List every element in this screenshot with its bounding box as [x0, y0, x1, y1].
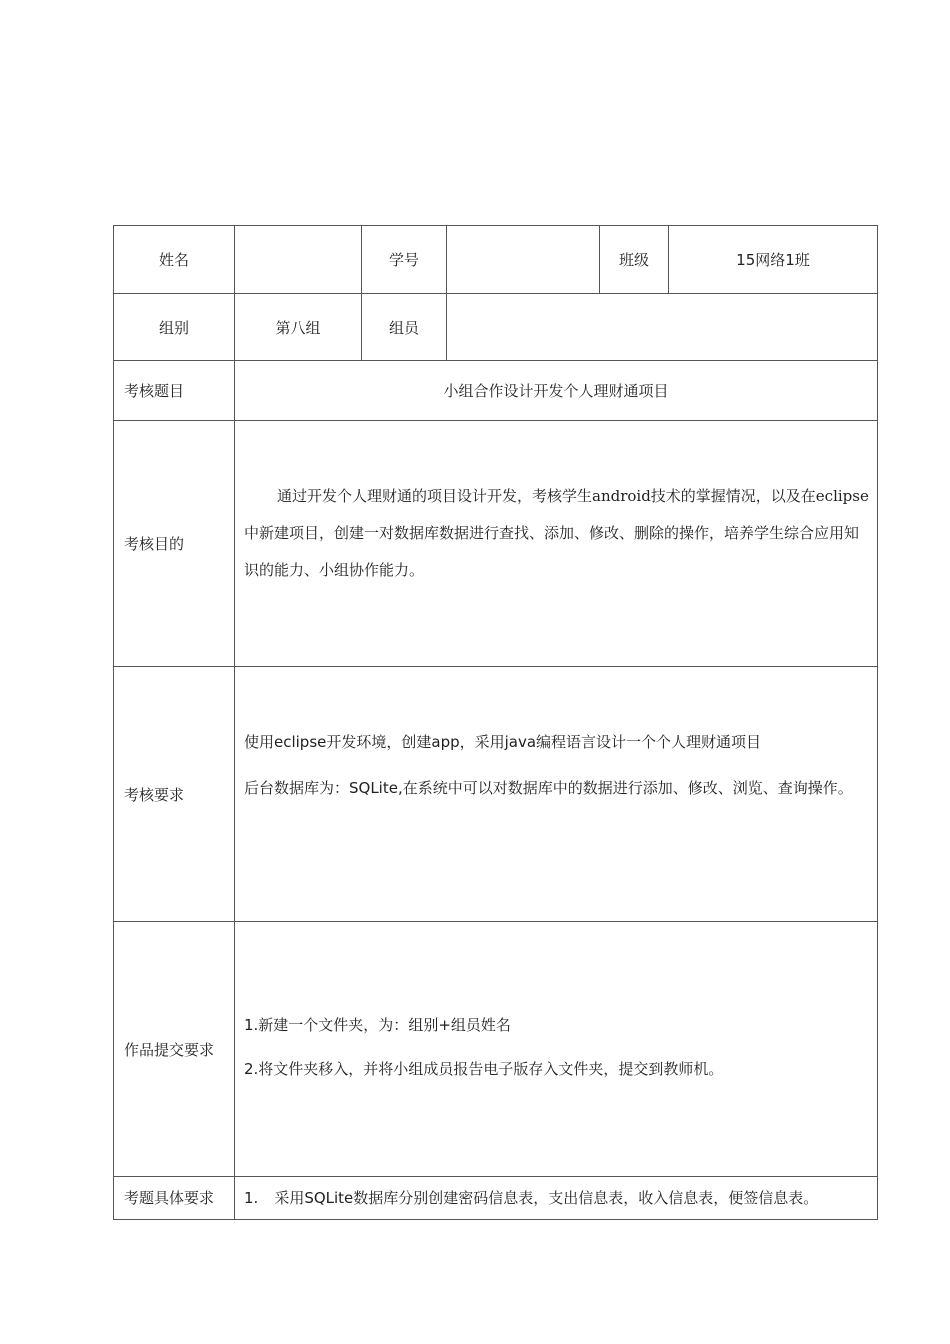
assessment-form-table: [113, 225, 878, 1220]
row-submission: [114, 922, 878, 1177]
purpose-cell: [235, 421, 878, 667]
group-label: 组别: [114, 294, 235, 361]
row-specific: [114, 1177, 878, 1220]
specific-item-number: 1.: [244, 1189, 259, 1207]
submission-item: 1.新建一个文件夹，为：组别+组员姓名: [244, 1016, 511, 1034]
requirements-line-1: 使用eclipse开发环境，创建app，采用java编程语言设计一个个人理财通项目: [244, 733, 762, 751]
name-label: 姓名: [114, 226, 235, 294]
row-purpose: [114, 421, 878, 667]
class-label: 班级: [600, 226, 669, 294]
row-name-id-class: [114, 226, 878, 294]
submission-item: 2.将文件夹移入，并将小组成员报告电子版存入文件夹，提交到教师机。: [244, 1060, 724, 1078]
requirements-cell: [235, 667, 878, 922]
submission-cell: [235, 922, 878, 1177]
student-id-value: [447, 226, 600, 294]
group-value: 第八组: [235, 294, 362, 361]
requirements-line-2: 后台数据库为：SQLite,在系统中可以对数据库中的数据进行添加、修改、浏览、查询操作。: [244, 779, 853, 797]
purpose-label: 考核目的: [114, 421, 235, 667]
name-value: [235, 226, 362, 294]
row-topic: [114, 361, 878, 421]
specific-item-text: 采用SQLite数据库分别创建密码信息表，支出信息表，收入信息表，便签信息表。: [274, 1189, 819, 1207]
row-requirements: [114, 667, 878, 922]
row-group-members: [114, 294, 878, 361]
members-value: [447, 294, 878, 361]
purpose-text: 通过开发个人理财通的项目设计开发，考核学生android技术的掌握情况，以及在eclipse中新建项目，创建一对数据库数据进行查找、添加、修改、删除的操作，培养学生综合应用知识的能力、小组协作能力。: [244, 487, 869, 579]
student-id-label: 学号: [362, 226, 447, 294]
class-value: 15网络1班: [669, 226, 878, 294]
submission-label: 作品提交要求: [114, 922, 235, 1177]
topic-value: 小组合作设计开发个人理财通项目: [235, 361, 878, 421]
topic-label: 考核题目: [114, 361, 235, 421]
specific-label: 考题具体要求: [114, 1177, 235, 1220]
specific-cell: [235, 1177, 878, 1220]
requirements-label: 考核要求: [114, 667, 235, 922]
members-label: 组员: [362, 294, 447, 361]
